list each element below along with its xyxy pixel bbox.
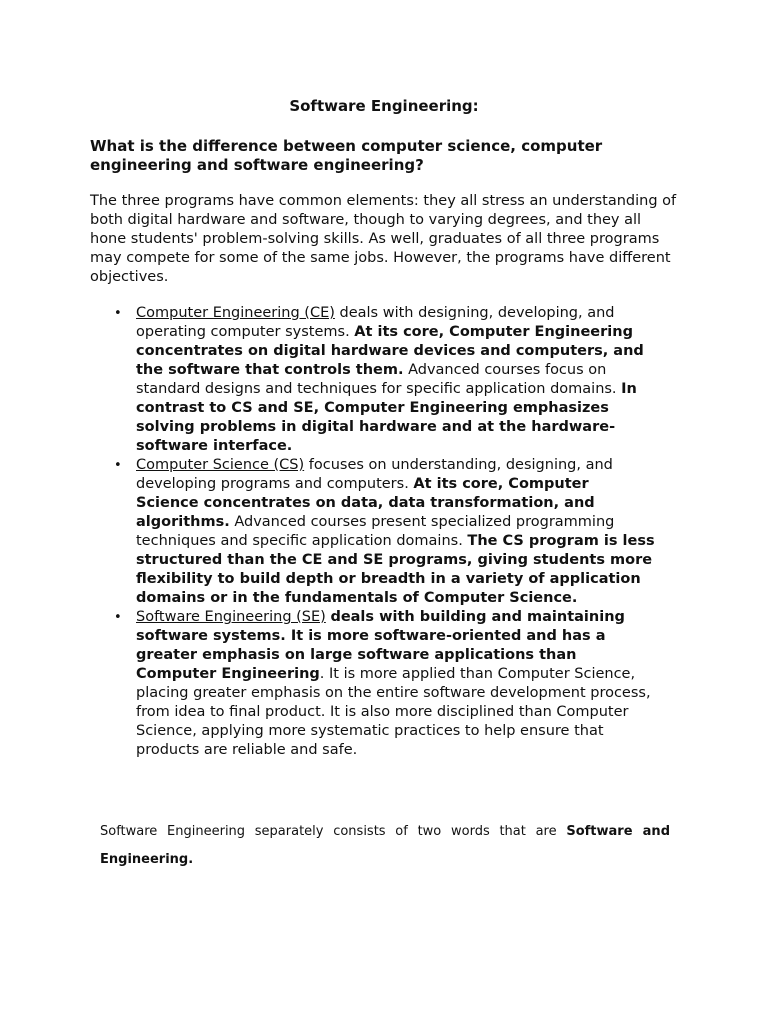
cs-bold-2: The CS program is less structured than the CE and SE programs, giving students more flexibility to build depth or breadth in a variety of application domains or in the fundamentals of Computer Science. — [136, 533, 655, 606]
cs-text-1: focuses on understanding, designing, and developing programs and computers. — [136, 457, 613, 492]
question-heading: What is the difference between computer science, computer engineering and software engineering? — [90, 137, 603, 174]
bullet-icon: • — [114, 306, 122, 321]
cs-bold-1: At its core, Computer Science concentrates on data, data transformation, and algorithms. — [136, 476, 595, 530]
cs-text-2: Advanced courses present specialized programming techniques and specific application domains. — [136, 514, 615, 549]
list-item-cs — [0, 456, 656, 608]
ce-bold-1: At its core, Computer Engineering concentrates on digital hardware devices and computers, and the software that controls them. — [136, 324, 644, 378]
programs-list — [0, 304, 768, 760]
document-title: Software Engineering: — [289, 97, 479, 115]
ce-text-2: Advanced courses focus on standard designs and techniques for specific application domains. — [136, 362, 622, 397]
ce-bold-2: In contrast to CS and SE, Computer Engineering emphasizes solving problems in digital hardware and at the hardware-software interface. — [136, 381, 637, 454]
se-text-2: . It is more applied than Computer Science, placing greater emphasis on the entire software development process, from idea to final product. It is also more disciplined than Computer Science, applying more systematic practices to help ensure that products are reliable and safe. — [136, 666, 651, 758]
intro-paragraph: The three programs have common elements: they all stress an understanding of both digital hardware and software, though to varying degrees, and they all hone students' problem-solving skills. As well, graduates of all three programs may compete for some of the same jobs. However, the programs have different objectives. — [90, 193, 677, 285]
bullet-icon: • — [114, 458, 122, 473]
footer-text: Software Engineering separately consists of two words that are — [100, 824, 567, 839]
link-computer-engineering[interactable]: Computer Engineering (CE) — [136, 305, 335, 321]
list-item-se — [0, 608, 656, 760]
footer-note — [100, 818, 670, 874]
bullet-icon: • — [114, 610, 122, 625]
link-software-engineering[interactable]: Software Engineering (SE) — [136, 609, 326, 625]
link-computer-science[interactable]: Computer Science (CS) — [136, 457, 305, 473]
ce-text-1: deals with designing, developing, and operating computer systems. — [136, 305, 615, 340]
list-item-ce — [0, 304, 656, 456]
footer-bold-text: Software and Engineering. — [100, 824, 670, 867]
se-bold-1: deals with building and maintaining software systems. It is more software-oriented and has a greater emphasis on large software applications than Computer Engineering — [136, 609, 625, 682]
